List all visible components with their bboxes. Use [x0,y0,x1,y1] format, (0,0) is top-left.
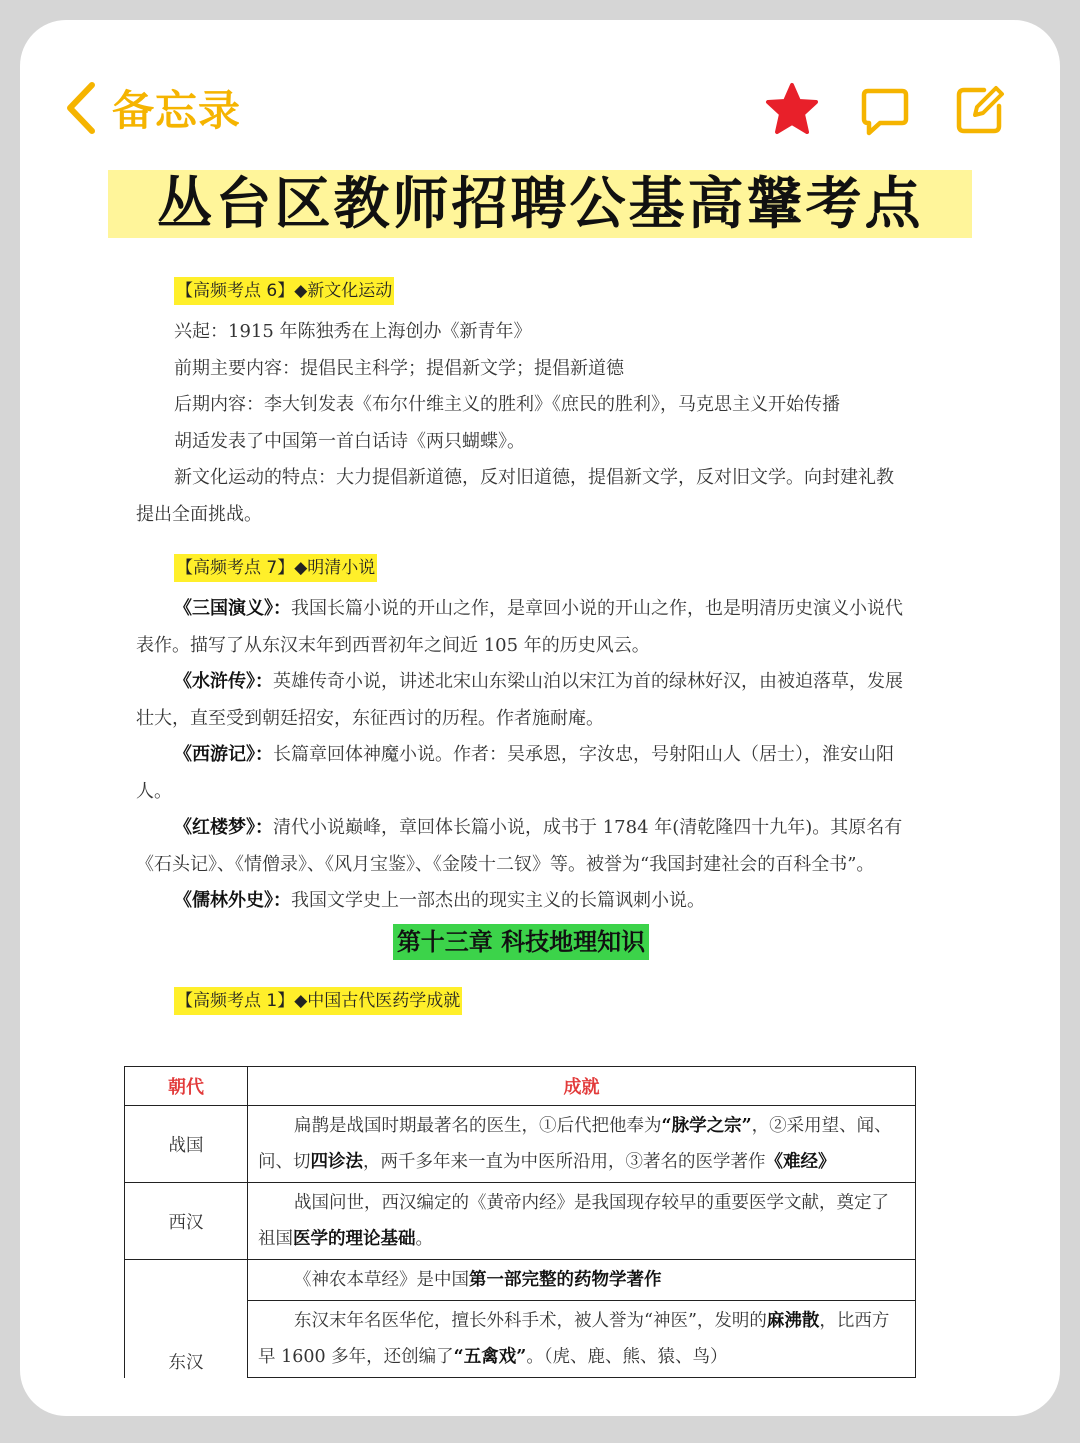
cell-text: 战国问世，西汉编定的《黄帝内经》是我国现存较早的重要医学文献，奠定了祖国 [258,1193,889,1249]
novel-desc: 我国长篇小说的开山之作，是章回小说的开山之作，也是明清历史演义小说代表作。描写了从东汉末年到西晋初年之间近 105 年的历史风云。 [136,598,903,656]
cell-text: 。（虎、鹿、熊、猿、鸟） [526,1347,728,1367]
novel-item [136,883,906,920]
cell-text: 《神农本草经》是中国 [294,1270,469,1290]
star-icon[interactable] [764,82,820,136]
achievement-cell [248,1183,916,1260]
table-header-row [125,1067,916,1106]
document-body [136,268,906,1024]
edit-note-icon[interactable] [954,84,1006,136]
novel-desc: 英雄传奇小说，讲述北宋山东梁山泊以宋江为首的绿林好汉，由被迫落草，发展壮大，直至受到朝廷招安，东征西讨的历程。作者施耐庵。 [136,671,903,729]
novel-name: 《水浒传》： [174,671,273,692]
line-features: 新文化运动的特点：大力提倡新道德，反对旧道德，提倡新文学，反对旧文学。向封建礼教提出全面挑战。 [136,467,894,525]
novel-name: 《红楼梦》： [174,817,273,838]
era-cell: 西汉 [125,1183,248,1260]
novel-item [136,810,906,883]
chevron-left-icon [64,81,98,135]
comment-icon[interactable] [860,86,910,138]
novel-name: 《三国演义》： [174,598,291,619]
cell-text: ，②采用望、闻、问、切 [258,1116,892,1172]
header-era: 朝代 [125,1067,248,1106]
cell-bold: 《难经》 [765,1152,836,1172]
back-button[interactable] [64,78,241,138]
page-title: 丛台区教师招聘公基高鞶考点 [156,171,924,237]
cell-bold: 麻沸散 [766,1311,820,1331]
era-cell: 战国 [125,1106,248,1183]
cell-text: 。 [415,1229,433,1249]
top-bar [20,20,1060,180]
novel-item [136,737,906,810]
novel-desc: 长篇章回体神魔小说。作者：吴承恩，字汝忠，号射阳山人（居士），淮安山阳人。 [136,744,894,802]
line-rise: 兴起：1915 年陈独秀在上海创办《新青年》 [174,321,532,342]
title-banner [108,170,972,238]
novel-item [136,591,906,664]
cell-bold: “脉学之宗” [661,1116,752,1136]
section-tag-7: 【高频考点 7】◆明清小说 [174,554,377,582]
chapter-heading: 第十三章 科技地理知识 [393,924,649,960]
achievement-cell [248,1301,916,1378]
table-row [125,1183,916,1260]
novel-desc: 我国文学史上一部杰出的现实主义的长篇讽刺小说。 [291,890,705,911]
table-row [125,1260,916,1301]
line-hushi: 胡适发表了中国第一首白话诗《两只蝴蝶》。 [174,430,525,452]
line-early: 前期主要内容：提倡民主科学；提倡新文学；提倡新道德 [174,357,624,379]
novel-desc: 清代小说巅峰，章回体长篇小说，成书于 1784 年(清乾隆四十九年)。其原名有《石头记》、《情僧录》、《风月宝鉴》、《金陵十二钗》等。被誉为“我国封建社会的百科全书”。 [136,817,903,875]
cell-bold: 第一部完整的药物学著作 [469,1270,662,1290]
cell-text: ，两千多年来一直为中医所沿用，③著名的医学著作 [363,1152,766,1172]
novel-item [136,664,906,737]
novel-name: 《儒林外史》： [174,890,291,911]
section-tag-1: 【高频考点 1】◆中国古代医药学成就 [174,987,462,1015]
era-cell: 东汉 [125,1260,248,1378]
novel-name: 《西游记》： [174,744,273,765]
cell-bold: “五禽戏” [453,1347,527,1367]
header-achievement: 成就 [248,1067,916,1106]
cell-text: ，比西方早 1600 多年，还创编了 [258,1311,890,1367]
cell-text: 东汉末年名医华佗，擅长外科手术，被人誉为“神医”，发明的 [294,1311,767,1331]
achievement-cell [248,1260,916,1301]
cell-text: 扁鹊是战国时期最著名的医生，①后代把他奉为 [294,1116,662,1136]
cell-bold: 四诊法 [310,1152,363,1172]
medicine-table [124,1066,916,1378]
section-tag-6: 【高频考点 6】◆新文化运动 [174,277,394,305]
cell-bold: 医学的理论基础 [293,1229,416,1249]
line-later: 后期内容：李大钊发表《布尔什维主义的胜利》《庶民的胜利》，马克思主义开始传播 [174,394,840,415]
table-row [125,1106,916,1183]
memo-card [20,20,1060,1416]
back-label: 备忘录 [112,86,242,135]
achievement-cell [248,1106,916,1183]
